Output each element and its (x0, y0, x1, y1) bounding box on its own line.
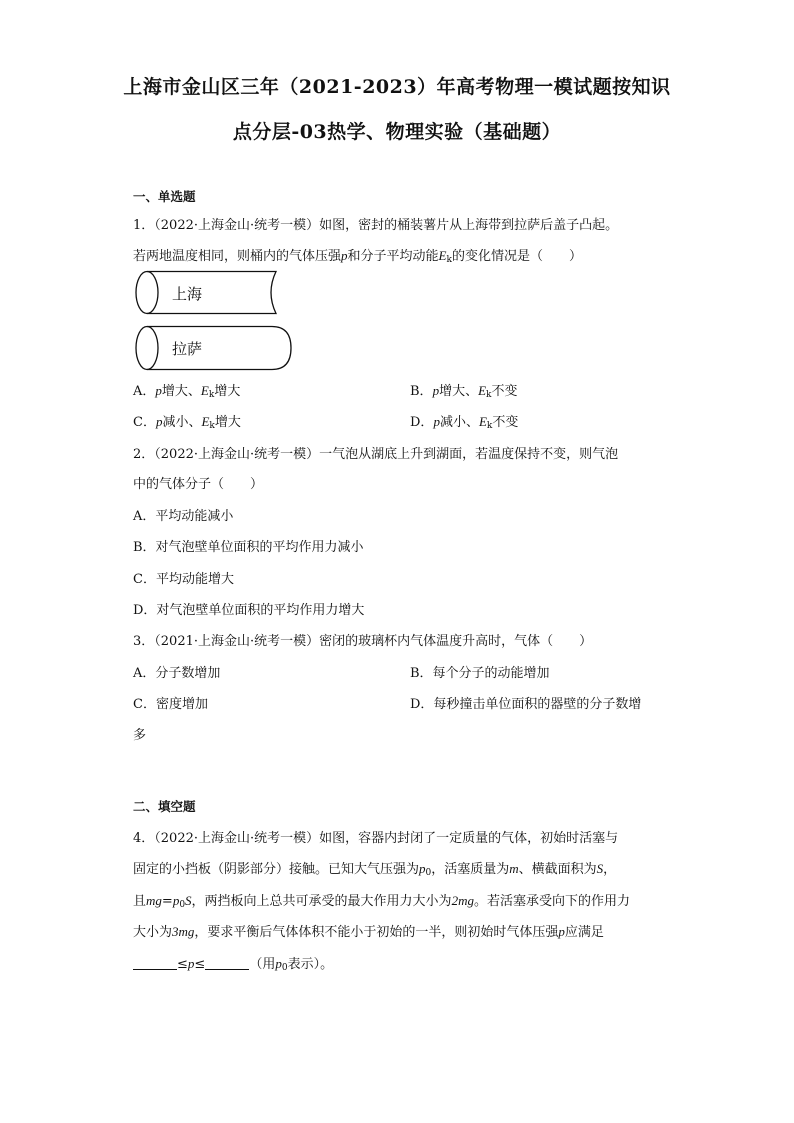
option-text: 增大、 (161, 384, 201, 399)
q1-stem-text-c: 的变化情况是（ ） (451, 249, 582, 264)
ek-subscript: k (486, 421, 493, 431)
q1-option-c (133, 411, 241, 431)
q2-option-a: A．平均动能减小 (133, 509, 234, 524)
q4-text: 且 (133, 894, 147, 909)
answer-blank-upper[interactable] (205, 957, 249, 970)
mg-symbol: mg (146, 893, 162, 908)
p-symbol: p (432, 383, 440, 398)
ek-symbol: E (478, 414, 487, 429)
q2-option-d: D．对气泡壁单位面积的平均作用力增大 (133, 603, 365, 618)
q1-stem-line1: 1．（2022·上海金山·统考一模）如图，密封的桶装薯片从上海带到拉萨后盖子凸起。 (133, 218, 619, 233)
p-symbol: p (155, 383, 162, 398)
p0-subscript: 0 (425, 868, 432, 878)
document-title-line2: 点分层-03热学、物理实验（基础题） (232, 121, 562, 143)
ek-symbol: E (201, 414, 210, 429)
q1-option-d (410, 411, 518, 431)
option-text: 减小、 (162, 415, 202, 430)
section-heading-fill-blank: 二、填空题 (133, 799, 196, 814)
option-text: 增大 (214, 415, 241, 430)
s-symbol: S (596, 861, 604, 876)
q1-option-a (133, 380, 240, 400)
section-heading-single-choice: 一、单选题 (133, 189, 196, 204)
q1-stem-text-a: 若两地温度相同，则桶内的气体压强 (133, 249, 342, 264)
chip-can-label-shanghai: 上海 (172, 285, 203, 303)
answer-blank-lower[interactable] (133, 957, 177, 970)
q3-option-d: D．每秒撞击单位面积的器壁的分子数增 (410, 697, 642, 712)
q4-stem-line3 (133, 890, 630, 910)
q1-p-symbol: p (341, 248, 348, 263)
p0-symbol: p (275, 956, 282, 971)
option-letter: D． (410, 415, 434, 430)
q1-stem-line2 (133, 245, 582, 265)
q4-stem-line1: 4．（2022·上海金山·统考一模）如图，容器内封闭了一定质量的气体，初始时活塞与 (133, 831, 619, 846)
option-text: 不变 (492, 415, 519, 430)
three-mg-symbol: 3mg (172, 924, 195, 939)
p-symbol: p (558, 924, 565, 939)
option-text: 增大、 (439, 384, 479, 399)
two-mg-symbol: 2mg (451, 893, 474, 908)
document-title-line1: 上海市金山区三年（2021-2023）年高考物理一模试题按知识 (123, 76, 671, 98)
q4-text: 。若活塞承受向下的作用力 (473, 894, 630, 909)
p-symbol: p (155, 414, 163, 429)
m-symbol: m (509, 861, 519, 876)
q1-option-b (410, 380, 518, 400)
q1-ek-subscript: k (446, 255, 452, 265)
q4-text: ， (603, 862, 617, 877)
q3-option-a: A．分子数增加 (133, 666, 221, 681)
q4-stem-line2 (133, 858, 616, 878)
q2-stem-line1: 2．（2022·上海金山·统考一模）一气泡从湖底上升到湖面，若温度保持不变，则气泡 (133, 447, 619, 462)
q4-stem-line5 (133, 953, 333, 973)
p0-subscript: 0 (281, 963, 288, 973)
q4-text: ，要求平衡后气体体积不能小于初始的一半，则初始时气体压强 (194, 925, 559, 940)
chip-can-label-lasa: 拉萨 (172, 340, 203, 358)
q4-stem-line4 (133, 921, 604, 940)
q2-stem-line2: 中的气体分子（ ） (133, 477, 264, 492)
q4-text: 大小为 (133, 925, 173, 940)
q4-text: ，两挡板向上总共可承受的最大作用力大小为 (191, 894, 452, 909)
option-letter: C． (133, 415, 156, 430)
q3-option-c: C．密度增加 (133, 697, 208, 712)
p-symbol: p (433, 414, 440, 429)
p0-symbol: p (419, 861, 426, 876)
option-text: 减小、 (439, 415, 479, 430)
q4-text: 应满足 (564, 925, 604, 940)
chip-can-shanghai-figure (133, 270, 283, 315)
q3-option-d-continuation: 多 (133, 728, 147, 743)
option-text: 增大 (214, 384, 241, 399)
p0-subscript: 0 (179, 900, 186, 910)
q3-stem-line1: 3．（2021·上海金山·统考一模）密闭的玻璃杯内气体温度升高时，气体（ ） (133, 634, 593, 649)
option-text: 不变 (491, 384, 518, 399)
q4-text: （用 (249, 957, 276, 972)
equals-sign: = (161, 894, 173, 909)
q1-ek-symbol: E (438, 248, 447, 263)
ek-subscript: k (209, 421, 215, 431)
q2-option-b: B．对气泡壁单位面积的平均作用力减小 (133, 540, 364, 555)
ek-symbol: E (478, 383, 487, 398)
option-letter: A． (133, 384, 156, 399)
q1-stem-text-b: 和分子平均动能 (347, 249, 439, 264)
s-symbol: S (185, 893, 192, 908)
q4-text: 固定的小挡板（阴影部分）接触。已知大气压强为 (133, 862, 420, 877)
leq-sign: ≤ (177, 957, 188, 972)
q3-option-b: B．每个分子的动能增加 (410, 666, 550, 681)
ek-subscript: k (208, 390, 215, 400)
chip-can-lasa-figure (133, 325, 295, 371)
ek-symbol: E (200, 383, 209, 398)
q4-text: 表示）。 (287, 957, 334, 972)
q4-text: 、横截面积为 (518, 862, 597, 877)
p0-symbol: p (172, 893, 180, 908)
q2-option-c: C．平均动能增大 (133, 572, 234, 587)
leq-sign: ≤ (194, 957, 206, 972)
ek-subscript: k (486, 390, 492, 400)
p-symbol: p (187, 956, 195, 971)
q4-text: ，活塞质量为 (431, 862, 510, 877)
option-letter: B． (410, 384, 433, 399)
